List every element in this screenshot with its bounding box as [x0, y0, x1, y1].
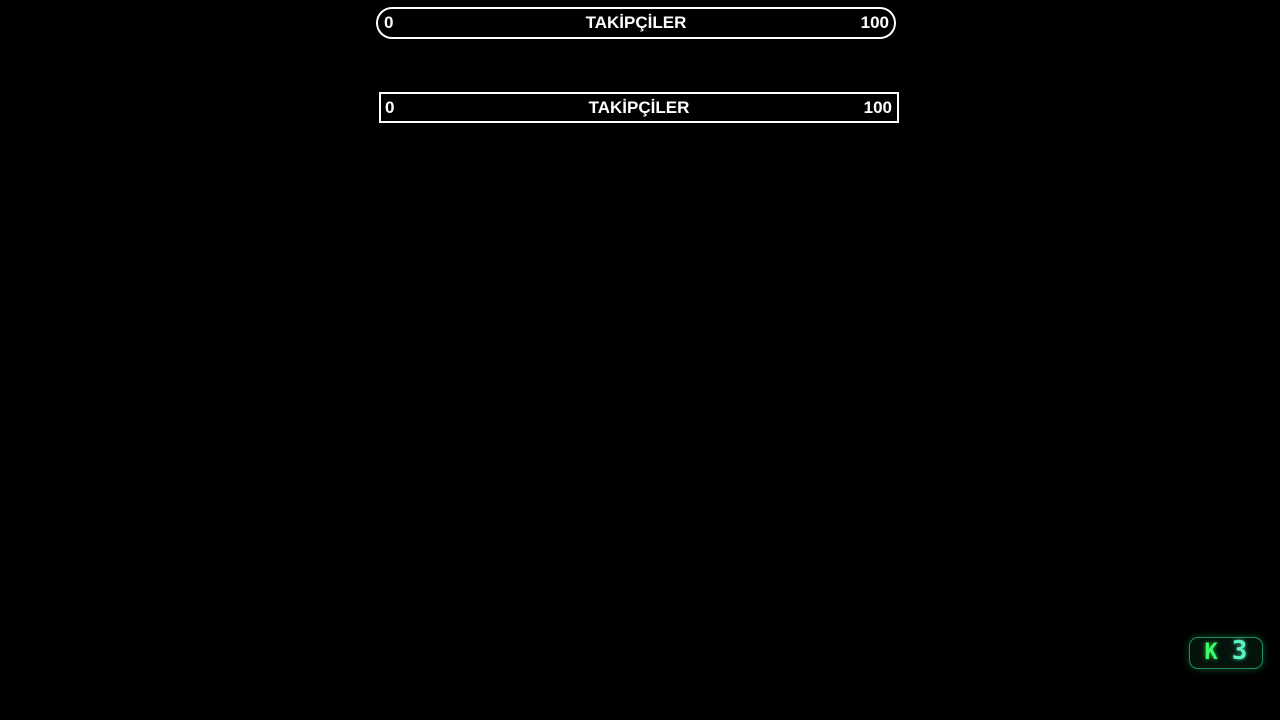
progress-max-label: 100 [860, 13, 889, 32]
progress-min-label: 0 [384, 13, 394, 32]
followers-progress-bar-rounded [376, 7, 896, 39]
logo-letter: K [1204, 640, 1218, 665]
progress-title: TAKİPÇİLER [585, 13, 687, 32]
followers-progress-bar-square [379, 92, 899, 123]
k3-logo-badge [1189, 637, 1263, 669]
logo-number: 3 [1231, 636, 1248, 666]
progress-min-label: 0 [385, 97, 395, 117]
progress-max-label: 100 [863, 97, 892, 117]
progress-title: TAKİPÇİLER [588, 97, 690, 117]
